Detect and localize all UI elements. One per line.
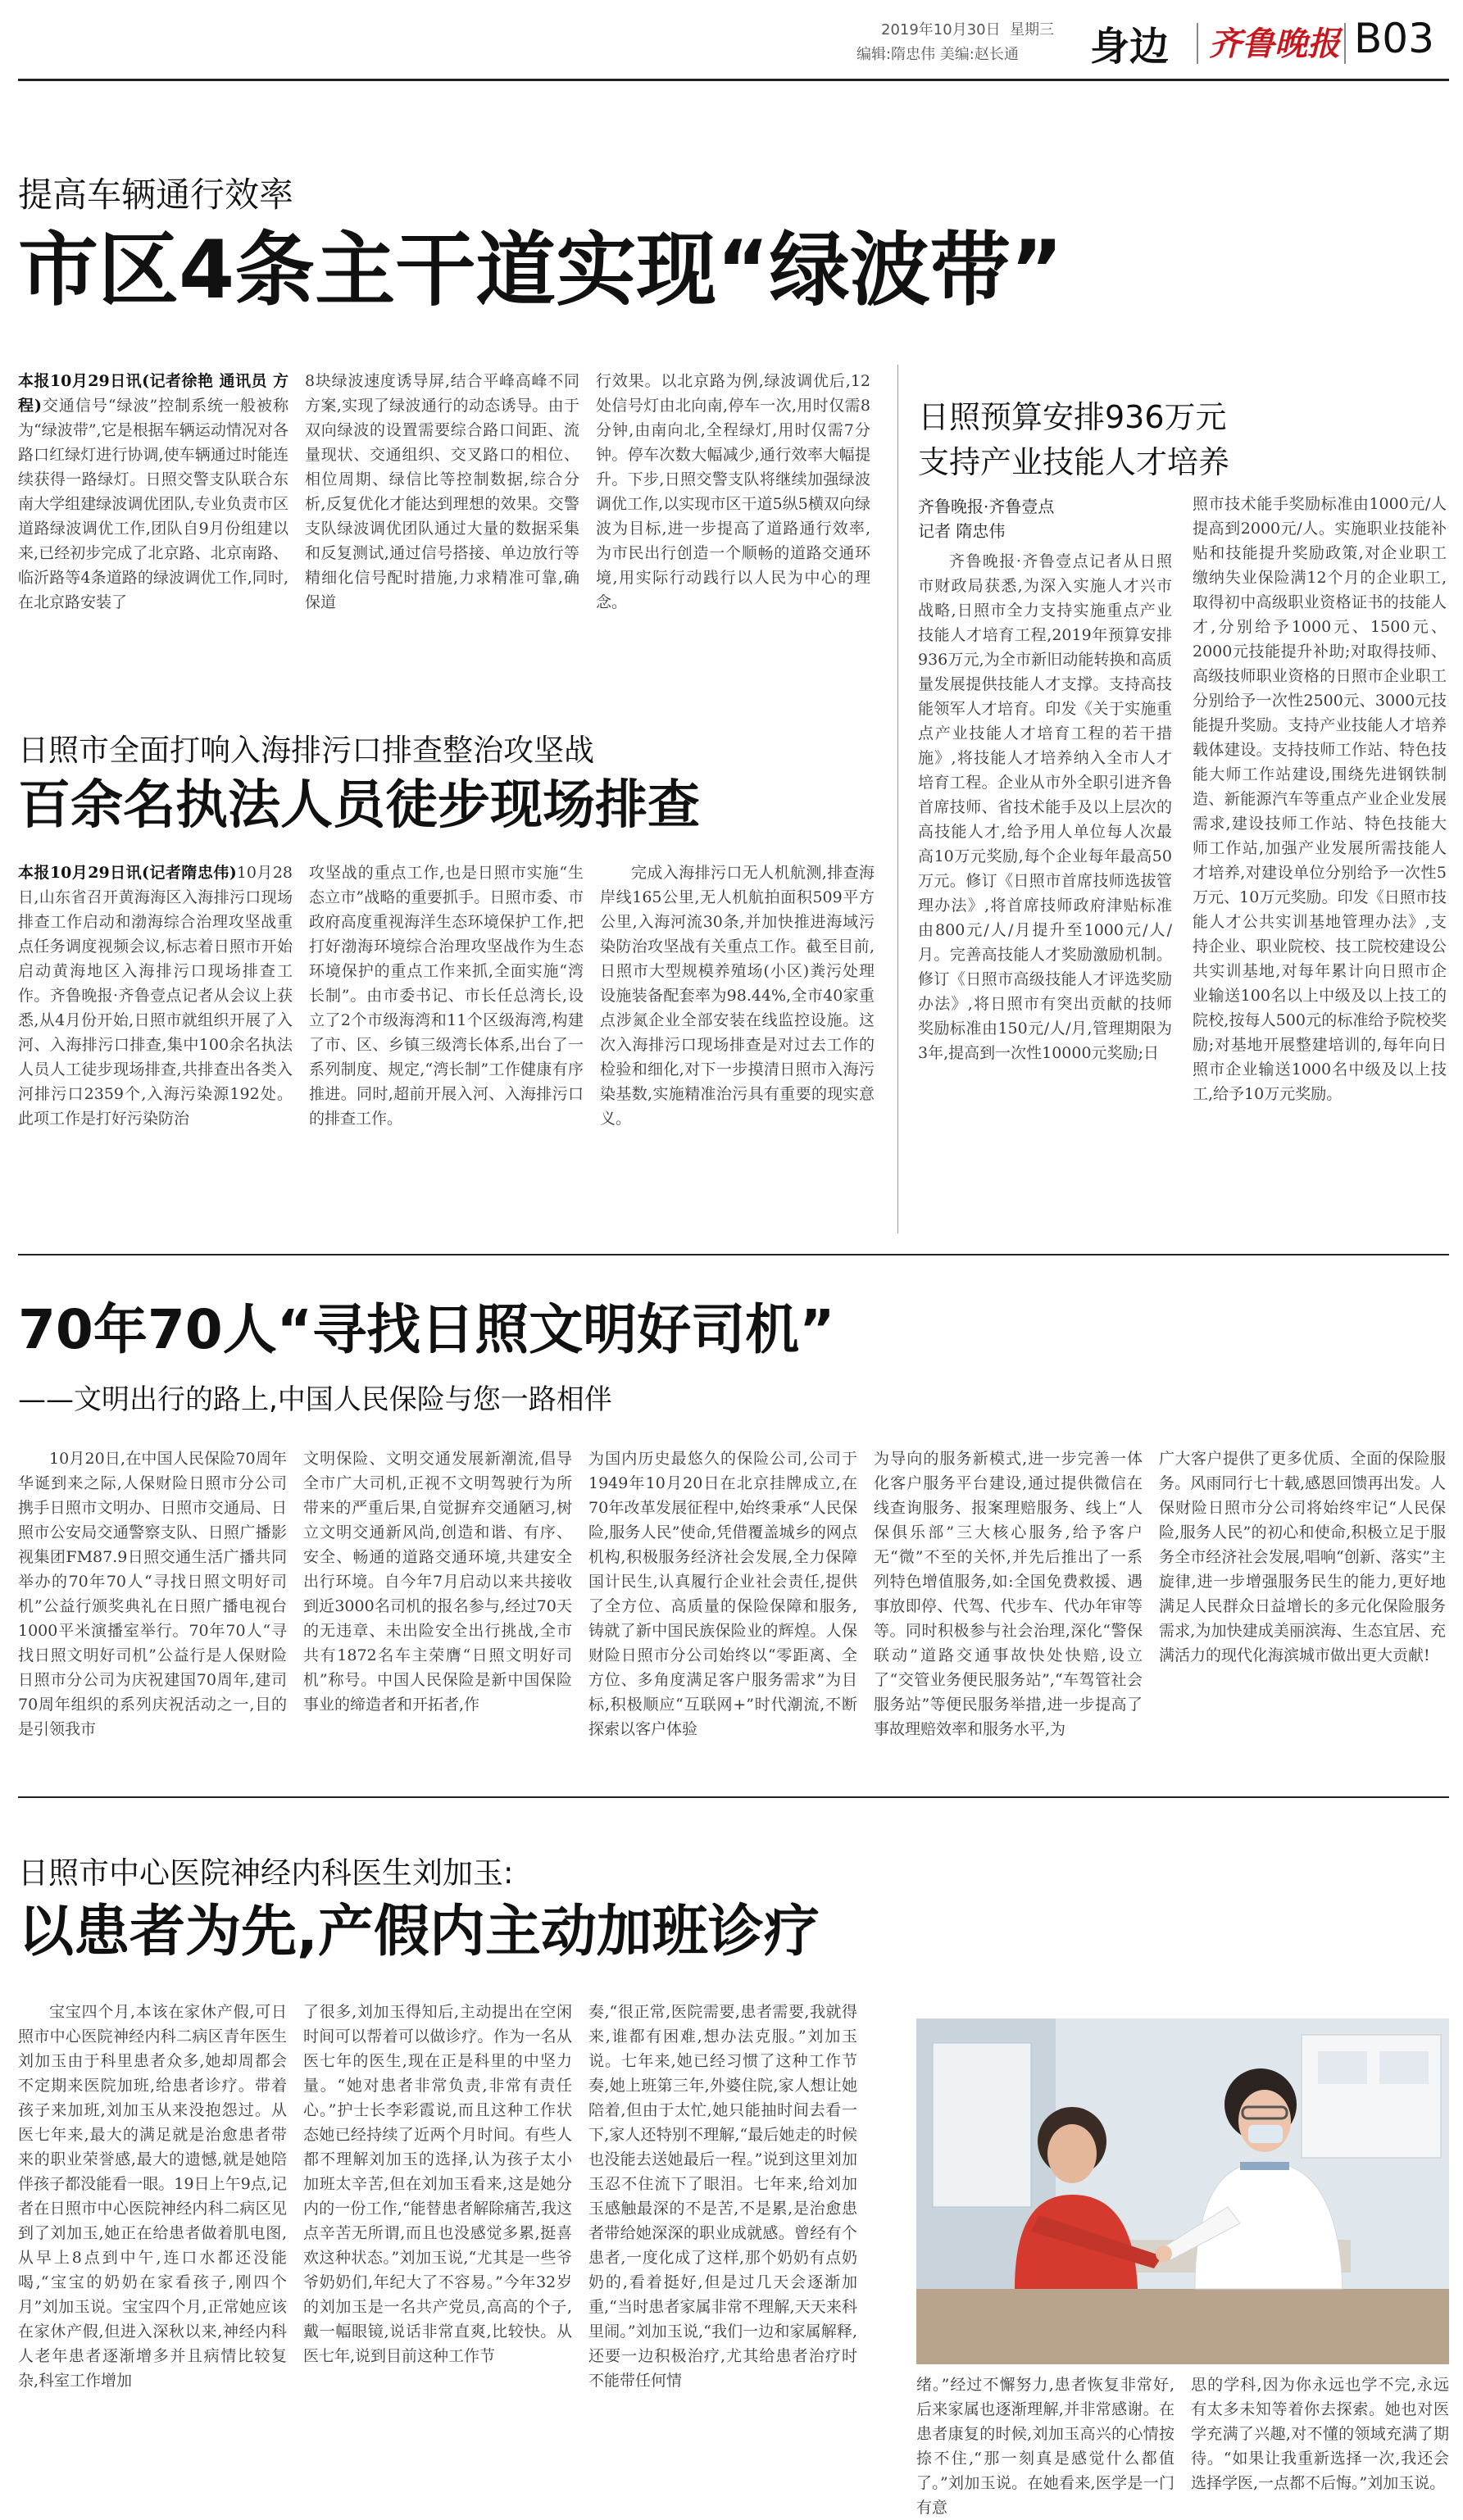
- a4-column-1: [18, 1446, 287, 1782]
- a5-column-5: [1191, 2372, 1449, 2504]
- masthead-divider-2: [1344, 23, 1346, 64]
- a1-column-2: [305, 369, 579, 688]
- a1-text-1: 交通信号“绿波”控制系统一般被称为“绿波带”,它是根据车辆运动情况对各路口红绿灯进行协调,使车辆通过时能连续获得一路绿灯。日照交警支队联合东南大学组建绿波调优团队,专业负责市区道路绿波调优工作,团队自9月份组建以来,已经初步完成了北京路、北京南路、临沂路等4条道路的绿波调优工作,同时,在北京路安装了: [18, 397, 289, 611]
- a5-text-3: 奏,“很正常,医院需要,患者需要,我就得来,谁都有困难,想办法克服。”刘加玉说。七年来,她已经习惯了这种工作节奏,她上班第三年,外婆住院,家人想让她陪着,但由于太忙,她只能抽时间去看一下,家人还特别不理解,“最后她走的时候也没能去送她最后一程。”说到这里刘加玉忍不住流下了眼泪。七年来,给刘加玉感触最深的不是苦,不是累,是治愈患者带给她深深的职业成就感。曾经有个患者,一度化成了这样,那个奶奶有点奶奶的,看着挺好,但是过几天会逐渐加重,“当时患者家属非常不理解,天天来科里闹。”刘加玉说,“我们一边和家属解释,还要一边积极治疗,尤其给患者治疗时不能带任何情: [588, 2003, 857, 2390]
- page-number: B03: [1354, 15, 1434, 62]
- a3-text-1: 10月28日,山东省召开黄海海区入海排污口现场排查工作启动和渤海综合治理攻坚战重点任务调度视频会议,标志着日照市开始启动黄海地区入海排污口现场排查工作。齐鲁晚报·齐鲁壹点记者从会议上获悉,从4月份开始,日照市就组织开展了入河、入海排污口排查,集中100余名执法人员人工徒步现场排查,共排查出各类入河排污口2359个,入海污染源192处。此项工作是打好污染防治: [18, 864, 293, 1128]
- a2-byline-2: 记者 隋忠伟: [918, 521, 1006, 541]
- section-rule-1: [18, 1254, 1449, 1255]
- a1-column-1: [18, 369, 289, 688]
- a3-text-3: 完成入海排污口无人机航测,排查海岸线165公里,无人机航拍面积509平方公里,入海河流30条,并加快推进海域污染防治攻坚战有关重点工作。截至目前,日照市大型规模养殖场(小区)粪污处理设施装备配套率为98.44%,全市40家重点涉氮企业全部安装在线监控设施。这次入海排污口现场排查是对过去工作的检验和细化,对下一步摸清日照市入海污染基数,实施精准治污具有重要的现实意义。: [600, 864, 875, 1128]
- a1-text-3: 行效果。以北京路为例,绿波调优后,12处信号灯由北向南,停车一次,用时仅需8分钟,由南向北,全程绿灯,用时仅需7分钟。停车次数大幅减少,通行效率大幅提升。下步,日照交警支队将继续加强绿波调优工作,以实现市区干道5纵5横双向绿波为目标,进一步提高了道路通行效率,为市民出行创造一个顺畅的道路交通环境,用实际行动践行以人民为中心的理念。: [596, 372, 870, 611]
- a5-text-2: 了很多,刘加玉得知后,主动提出在空闲时间可以帮着可以做诊疗。作为一名从医七年的医生,现在正是科里的中坚力量。“她对患者非常负责,非常有责任心。”护士长李彩霞说,而且这种工作状态她已经持续了近两个月时间。有些人都不理解刘加玉的选择,认为孩子太小加班太辛苦,但在刘加玉看来,这是她分内的一份工作,“能替患者解除痛苦,我这点辛苦无所谓,而且也没感觉多累,挺喜欢这种状态。”刘加玉说,“尤其是一些爷爷奶奶们,年纪大了不容易。”今年32岁的刘加玉是一名共产党员,高高的个子,戴一幅眼镜,说话非常直爽,比较快。从医七年,说到目前这种工作节: [303, 2003, 572, 2365]
- a3-title: 百余名执法人员徒步现场排查: [18, 775, 700, 836]
- a5-column-4: [916, 2372, 1174, 2517]
- a4-title: 70年70人“寻找日照文明好司机”: [18, 1298, 835, 1361]
- masthead-divider: [1197, 23, 1198, 64]
- a5-text-1: 宝宝四个月,本该在家休产假,可日照市中心医院神经内科二病区青年医生刘加玉由于科里患者众多,她却周都会不定期来医院加班,给患者诊疗。带着孩子来加班,刘加玉从来没抱怨过。从医七年来,最大的满足就是治愈患者带来的职业荣誉感,最大的遗憾,就是她陪伴孩子都没能看一眼。19日上午9点,记者在日照市中心医院神经内科二病区见到了刘加玉,她正在给患者做着肌电图,从早上8点到中午,连口水都还没能喝,“宝宝的奶奶在家看孩子,刚四个月”刘加玉说。宝宝四个月,正常她应该在家休产假,但进入深秋以来,神经内科人老年患者逐渐增多并且病情比较复杂,科室工作增加: [18, 2003, 287, 2390]
- a4-column-5: [1159, 1446, 1446, 1782]
- a4-subtitle: ——文明出行的路上,中国人民保险与您一路相伴: [18, 1383, 612, 1416]
- a2-title-2: 支持产业技能人才培养: [918, 444, 1230, 480]
- a3-kicker: 日照市全面打响入海排污口排查整治攻坚战: [18, 733, 594, 768]
- a2-title-1: 日照预算安排936万元: [918, 399, 1227, 435]
- a3-text-2: 攻坚战的重点工作,也是日照市实施“生态立市”战略的重要抓手。日照市委、市政府高度重视海洋生态环境保护工作,把打好渤海环境综合治理攻坚战作为生态环境保护的重点工作来抓,全面实施“湾长制”。由市委书记、市长任总湾长,设立了2个市级海湾和11个区级海湾,构建了市、区、乡镇三级湾长体系,出台了一系列制度、规定,“湾长制”工作健康有序推进。同时,超前开展入河、入海排污口的排查工作。: [309, 864, 584, 1128]
- a5-column-3: [588, 2000, 857, 2504]
- a4-text-3: 为国内历史最悠久的保险公司,公司于1949年10月20日在北京挂牌成立,在70年改革发展征程中,始终秉承“人民保险,服务人民”使命,凭借覆盖城乡的网点机构,积极服务经济社会发展,全力保障国计民生,认真履行企业社会责任,提供了全方位、高质量的保险保障和服务,铸就了新中国民族保险业的辉煌。人保财险日照市分公司始终以“零距离、全方位、多角度满足客户服务需求”为目标,积极顺应“互联网+”时代潮流,不断探索以客户体验: [588, 1450, 857, 1738]
- a5-text-4: 绪。”经过不懈努力,患者恢复非常好,后来家属也逐渐理解,并非常感谢。在患者康复的时候,刘加玉高兴的心情按捺不住,“那一刻真是感觉什么都值了。”刘加玉说。在她看来,医学是一门有意: [916, 2376, 1174, 2517]
- a1-column-3: [596, 369, 870, 688]
- a1-byline: 本报10月29日讯(记者徐艳 通讯员 方程): [18, 372, 289, 415]
- a2-column-2: [1193, 492, 1447, 1229]
- a4-text-2: 文明保险、文明交通发展新潮流,倡导全市广大司机,正视不文明驾驶行为所带来的严重后果,自觉摒弃交通陋习,树立文明交通新风尚,创造和谐、有序、安全、畅通的道路交通环境,共建安全出行环境。自今年7月启动以来共接收到近3000名司机的报名参与,经过70天的无违章、未出险安全出行挑战,全市共有1872名车主荣膺“日照文明好司机”称号。中国人民保险是新中国保险事业的缔造者和开拓者,作: [303, 1450, 572, 1714]
- a4-text-5: 广大客户提供了更多优质、全面的保险服务。风雨同行七十载,感恩回馈再出发。人保财险日照市分公司将始终牢记“人民保险,服务人民”的初心和使命,积极立足于服务全市经济社会发展,唱响“创新、落实”主旋律,进一步增强服务民生的能力,更好地满足人民群众日益增长的多元化保险服务需求,为加快建成美丽滨海、生态宜居、充满活力的现代化海滨城市做出更大贡献!: [1159, 1450, 1446, 1664]
- a1-text-2: 8块绿波速度诱导屏,结合平峰高峰不同方案,实现了绿波通行的动态诱导。由于双向绿波的设置需要综合路口间距、流量现状、交通组织、交叉路口的相位、相位周期、绿信比等控制数据,综合分析,反复优化才能达到理想的效果。交警支队绿波调优团队通过大量的数据采集和反复测试,通过信号搭接、单边放行等精细化信号配时措施,力求精准可靠,确保道: [305, 372, 579, 611]
- photo-illustration: [916, 2018, 1449, 2364]
- masthead: [0, 0, 1463, 82]
- a3-column-1: [18, 860, 293, 1233]
- section-rule-2: [18, 1796, 1449, 1798]
- a4-column-3: [588, 1446, 857, 1782]
- a5-column-2: [303, 2000, 572, 2504]
- a2-text-1: 齐鲁晚报·齐鲁壹点记者从日照市财政局获悉,为深入实施人才兴市战略,日照市全力支持实施重点产业技能人才培育工程,2019年预算安排936万元,为全市新旧动能转换和高质量发展提供技能人才支撑。支持高技能领军人才培育。印发《关于实施重点产业技能人才培育工程的若干措施》,将技能人才培养纳入全市人才培育工程。企业从市外全职引进齐鲁首席技师、省技术能手及以上层次的高技能人才,给予用人单位每人次最高10万元奖励,每个企业每年最高50万元。修订《日照市首席技师选拔管理办法》,将首席技师政府津贴标准由800元/人/月提升至1000元/人/月。完善高技能人才奖励激励机制。修订《日照市高级技能人才评选奖励办法》,将日照市有突出贡献的技师奖励标准由150元/人/月,管理期限为3年,提高到一次性10000元奖励;日: [918, 552, 1172, 1062]
- a5-kicker: 日照市中心医院神经内科医生刘加玉:: [18, 1855, 514, 1891]
- a5-column-1: [18, 2000, 287, 2504]
- a4-column-4: [874, 1446, 1143, 1782]
- masthead-rule: [18, 79, 1449, 81]
- doctor-patient-photo: [916, 2018, 1449, 2364]
- a2-left-rule: [897, 365, 898, 1233]
- section-name: 身边: [1090, 24, 1170, 70]
- a3-column-2: [309, 860, 584, 1233]
- weekday: 星期三: [1010, 21, 1055, 39]
- a1-title: 市区4条主干道实现“绿波带”: [18, 224, 1064, 317]
- a5-title: 以患者为先,产假内主动加班诊疗: [18, 1900, 820, 1964]
- a3-byline: 本报10月29日讯(记者隋忠伟): [18, 864, 237, 882]
- a1-kicker: 提高车辆通行效率: [18, 175, 294, 215]
- masthead-editor: 编辑:隋忠伟 美编:赵长通: [856, 46, 1019, 63]
- paper-logo: 齐鲁晚报: [1209, 25, 1340, 63]
- a4-text-1: 10月20日,在中国人民保险70周年华诞到来之际,人保财险日照市分公司携手日照市文明办、日照市交通局、日照市公安局交通警察支队、日照广播影视集团FM87.9日照交通生活广播共同举办的70年70人“寻找日照文明好司机”公益行颁奖典礼在日照广播电视台1000平米演播室举行。70年70人“寻找日照文明好司机”公益行是人保财险日照市分公司为庆祝建国70周年,建司70周年组织的系列庆祝活动之一,目的是引领我市: [18, 1450, 287, 1738]
- a2-text-2: 照市技术能手奖励标准由1000元/人提高到2000元/人。实施职业技能补贴和技能提升奖励政策,对企业职工缴纳失业保险满12个月的企业职工,取得初中高级职业资格证书的技能人才,分别给予1000元、1500元、2000元技能提升补助;对取得技师、高级技师职业资格的日照市企业职工分别给予一次性2500元、3000元技能提升奖励。支持产业技能人才培养载体建设。支持技师工作站、特色技能大师工作站建设,围绕先进钢铁制造、新能源汽车等重点产业企业发展需求,建设技师工作站、特色技能大师工作站,加强产业发展所需技能人才培养,对建设单位分别给予一次性5万元、10万元奖励。印发《日照市技能人才公共实训基地管理办法》,支持企业、职业院校、技工院校建设公共实训基地,对每年累计向日照市企业输送100名以上中级及以上技工的院校,按每人500元的标准给予院校奖励;对基地开展整建培训的,每年向日照市企业输送1000名中级及以上技工,给予10万元奖励。: [1193, 495, 1447, 1103]
- a5-text-5: 思的学科,因为你永远也学不完,永远有太多未知等着你去探索。她也对医学充满了兴趣,对不懂的领域充满了期待。“如果让我重新选择一次,我还会选择学医,一点都不后悔。”刘加玉说。: [1191, 2376, 1449, 2492]
- a2-column-1: [918, 549, 1172, 1229]
- a2-byline-1: 齐鲁晚报·齐鲁壹点: [918, 497, 1055, 516]
- a3-column-3: [600, 860, 875, 1233]
- a4-text-4: 为导向的服务新模式,进一步完善一体化客户服务平台建设,通过提供微信在线查询服务、报案理赔服务、线上“人保俱乐部”三大核心服务,给予客户无“微”不至的关怀,并先后推出了一系列特色增值服务,如:全国免费救援、遇事放即停、代驾、代步车、代办年审等等。同时积极参与社会治理,深化“警保联动”道路交通事故快处快赔,设立了“交管业务便民服务站”,“车驾管社会服务站”等便民服务举措,进一步提高了事故理赔效率和服务水平,为: [874, 1450, 1143, 1738]
- masthead-date: [881, 18, 1054, 39]
- date: 2019年10月30日: [881, 21, 1001, 39]
- a4-column-2: [303, 1446, 572, 1782]
